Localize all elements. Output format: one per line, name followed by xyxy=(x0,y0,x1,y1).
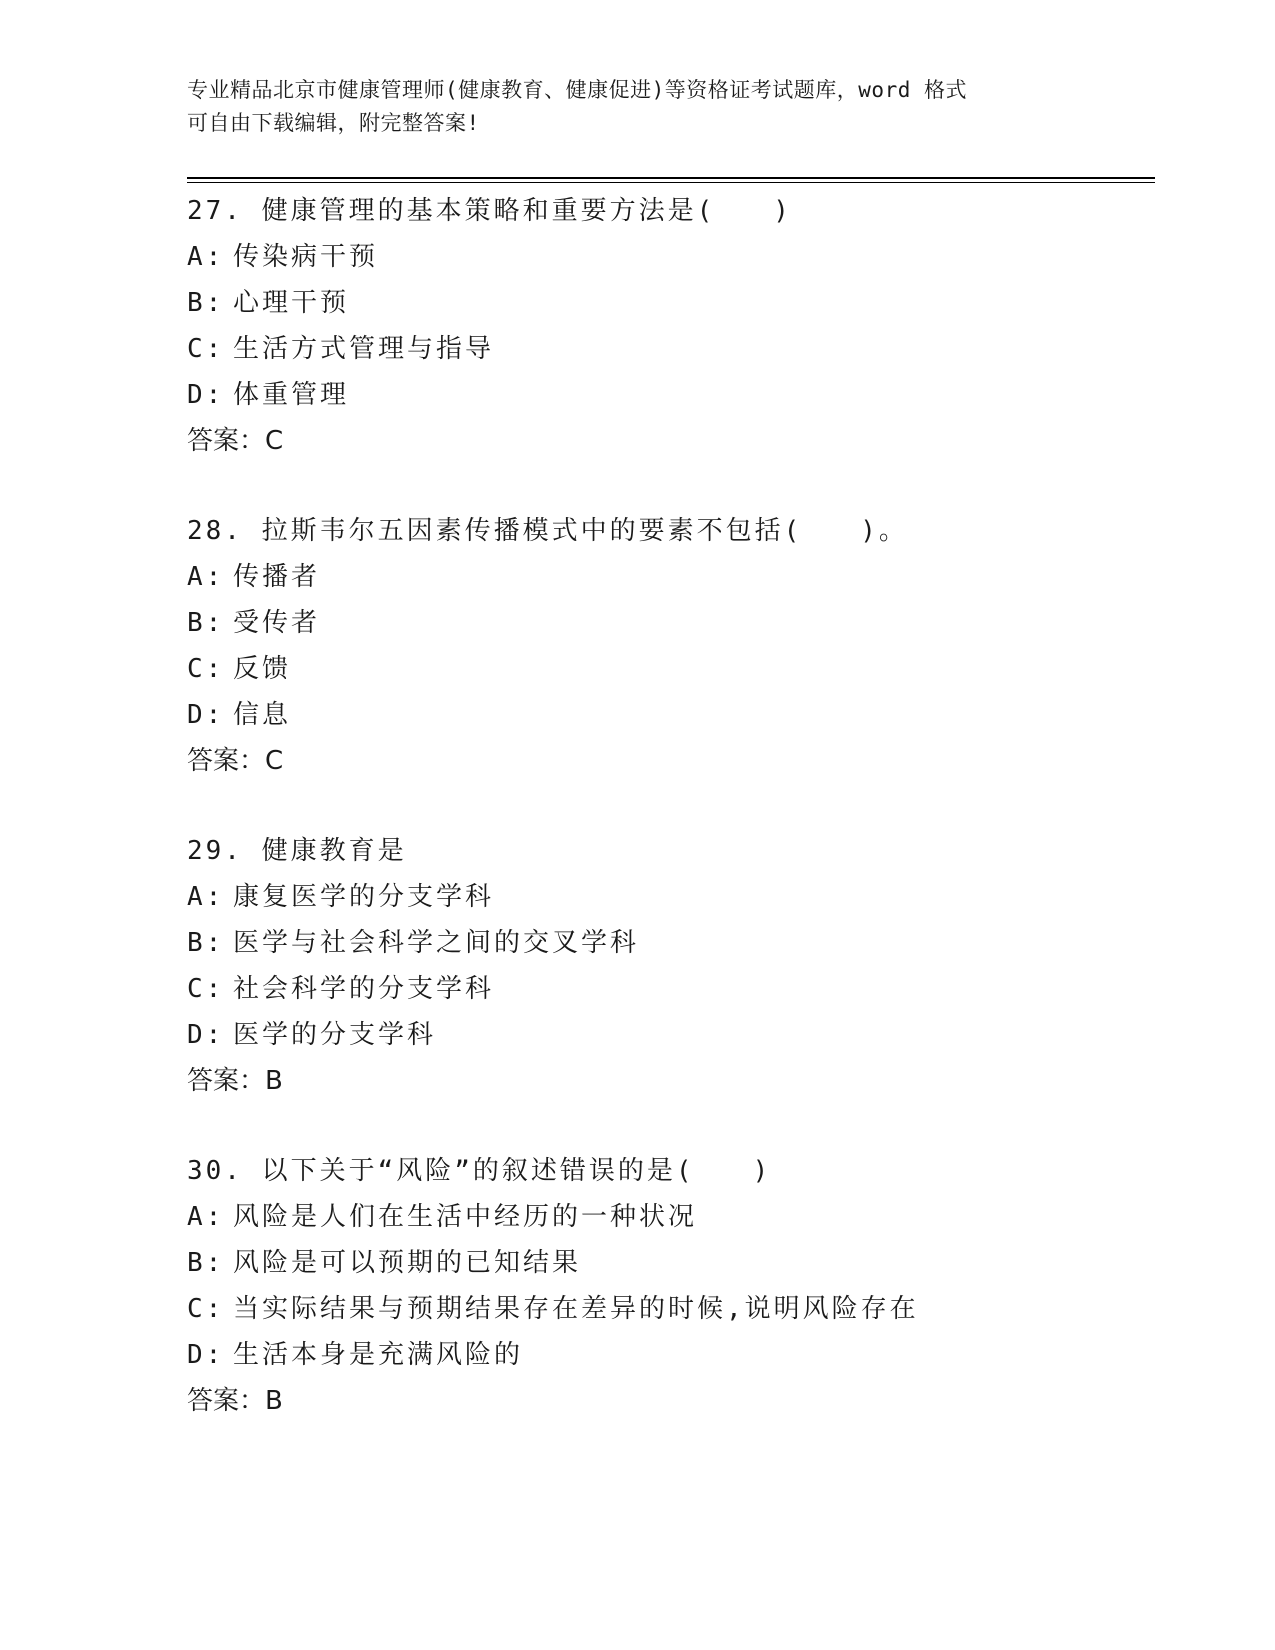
option-label: D: xyxy=(187,1020,225,1050)
option-text: 医学的分支学科 xyxy=(233,1020,437,1050)
answer: 答案：C xyxy=(187,426,284,456)
question-28 xyxy=(187,508,1167,784)
option-label: D: xyxy=(187,1340,225,1370)
option-a xyxy=(187,874,1167,920)
option-b xyxy=(187,600,1167,646)
question-list xyxy=(187,188,1167,1468)
header-line-2: 可自由下载编辑，附完整答案! xyxy=(187,111,480,135)
question-27 xyxy=(187,188,1167,464)
answer: 答案：B xyxy=(187,1386,283,1416)
option-label: C: xyxy=(187,654,225,684)
option-label: C: xyxy=(187,974,225,1004)
header-line-1: 专业精品北京市健康管理师(健康教育、健康促进)等资格证考试题库，word 格式 xyxy=(187,78,967,102)
option-b xyxy=(187,1240,1167,1286)
option-label: B: xyxy=(187,288,225,318)
option-text: 风险是可以预期的已知结果 xyxy=(233,1248,582,1278)
question-stem xyxy=(187,508,1167,554)
option-d xyxy=(187,1012,1167,1058)
question-number: 30. xyxy=(187,1156,243,1186)
option-label: C: xyxy=(187,334,225,364)
question-text: 健康管理的基本策略和重要方法是( ) xyxy=(261,196,792,226)
question-number: 28. xyxy=(187,516,243,546)
option-text: 传染病干预 xyxy=(233,242,379,272)
option-text: 生活本身是充满风险的 xyxy=(233,1340,524,1370)
question-29 xyxy=(187,828,1167,1104)
header-divider-thick xyxy=(187,177,1155,179)
question-30 xyxy=(187,1148,1167,1424)
option-a xyxy=(187,554,1167,600)
option-d xyxy=(187,372,1167,418)
question-text: 以下关于“风险”的叙述错误的是( ) xyxy=(261,1156,772,1186)
option-c xyxy=(187,1286,1167,1332)
option-text: 心理干预 xyxy=(233,288,350,318)
question-stem xyxy=(187,188,1167,234)
option-text: 反馈 xyxy=(233,654,292,684)
option-label: A: xyxy=(187,242,225,272)
option-label: A: xyxy=(187,1202,225,1232)
question-text: 拉斯韦尔五因素传播模式中的要素不包括( )。 xyxy=(261,516,908,546)
option-label: A: xyxy=(187,882,225,912)
option-text: 康复医学的分支学科 xyxy=(233,882,495,912)
option-text: 社会科学的分支学科 xyxy=(233,974,495,1004)
question-number: 27. xyxy=(187,196,243,226)
option-d xyxy=(187,1332,1167,1378)
question-text: 健康教育是 xyxy=(261,836,407,866)
option-text: 当实际结果与预期结果存在差异的时候,说明风险存在 xyxy=(233,1294,919,1324)
option-text: 生活方式管理与指导 xyxy=(233,334,495,364)
answer: 答案：C xyxy=(187,746,284,776)
document-header xyxy=(187,74,1087,140)
option-d xyxy=(187,692,1167,738)
option-a xyxy=(187,1194,1167,1240)
option-c xyxy=(187,966,1167,1012)
option-text: 体重管理 xyxy=(233,380,350,410)
option-text: 医学与社会科学之间的交叉学科 xyxy=(233,928,640,958)
option-label: B: xyxy=(187,928,225,958)
option-b xyxy=(187,920,1167,966)
question-stem xyxy=(187,828,1167,874)
option-label: C: xyxy=(187,1294,225,1324)
option-label: A: xyxy=(187,562,225,592)
question-number: 29. xyxy=(187,836,243,866)
option-b xyxy=(187,280,1167,326)
answer: 答案：B xyxy=(187,1066,283,1096)
option-a xyxy=(187,234,1167,280)
option-text: 受传者 xyxy=(233,608,321,638)
option-text: 风险是人们在生活中经历的一种状况 xyxy=(233,1202,698,1232)
option-c xyxy=(187,646,1167,692)
option-label: B: xyxy=(187,1248,225,1278)
option-text: 传播者 xyxy=(233,562,321,592)
option-text: 信息 xyxy=(233,700,292,730)
header-divider-thin xyxy=(187,182,1155,183)
option-label: D: xyxy=(187,380,225,410)
option-c xyxy=(187,326,1167,372)
question-stem xyxy=(187,1148,1167,1194)
option-label: B: xyxy=(187,608,225,638)
option-label: D: xyxy=(187,700,225,730)
